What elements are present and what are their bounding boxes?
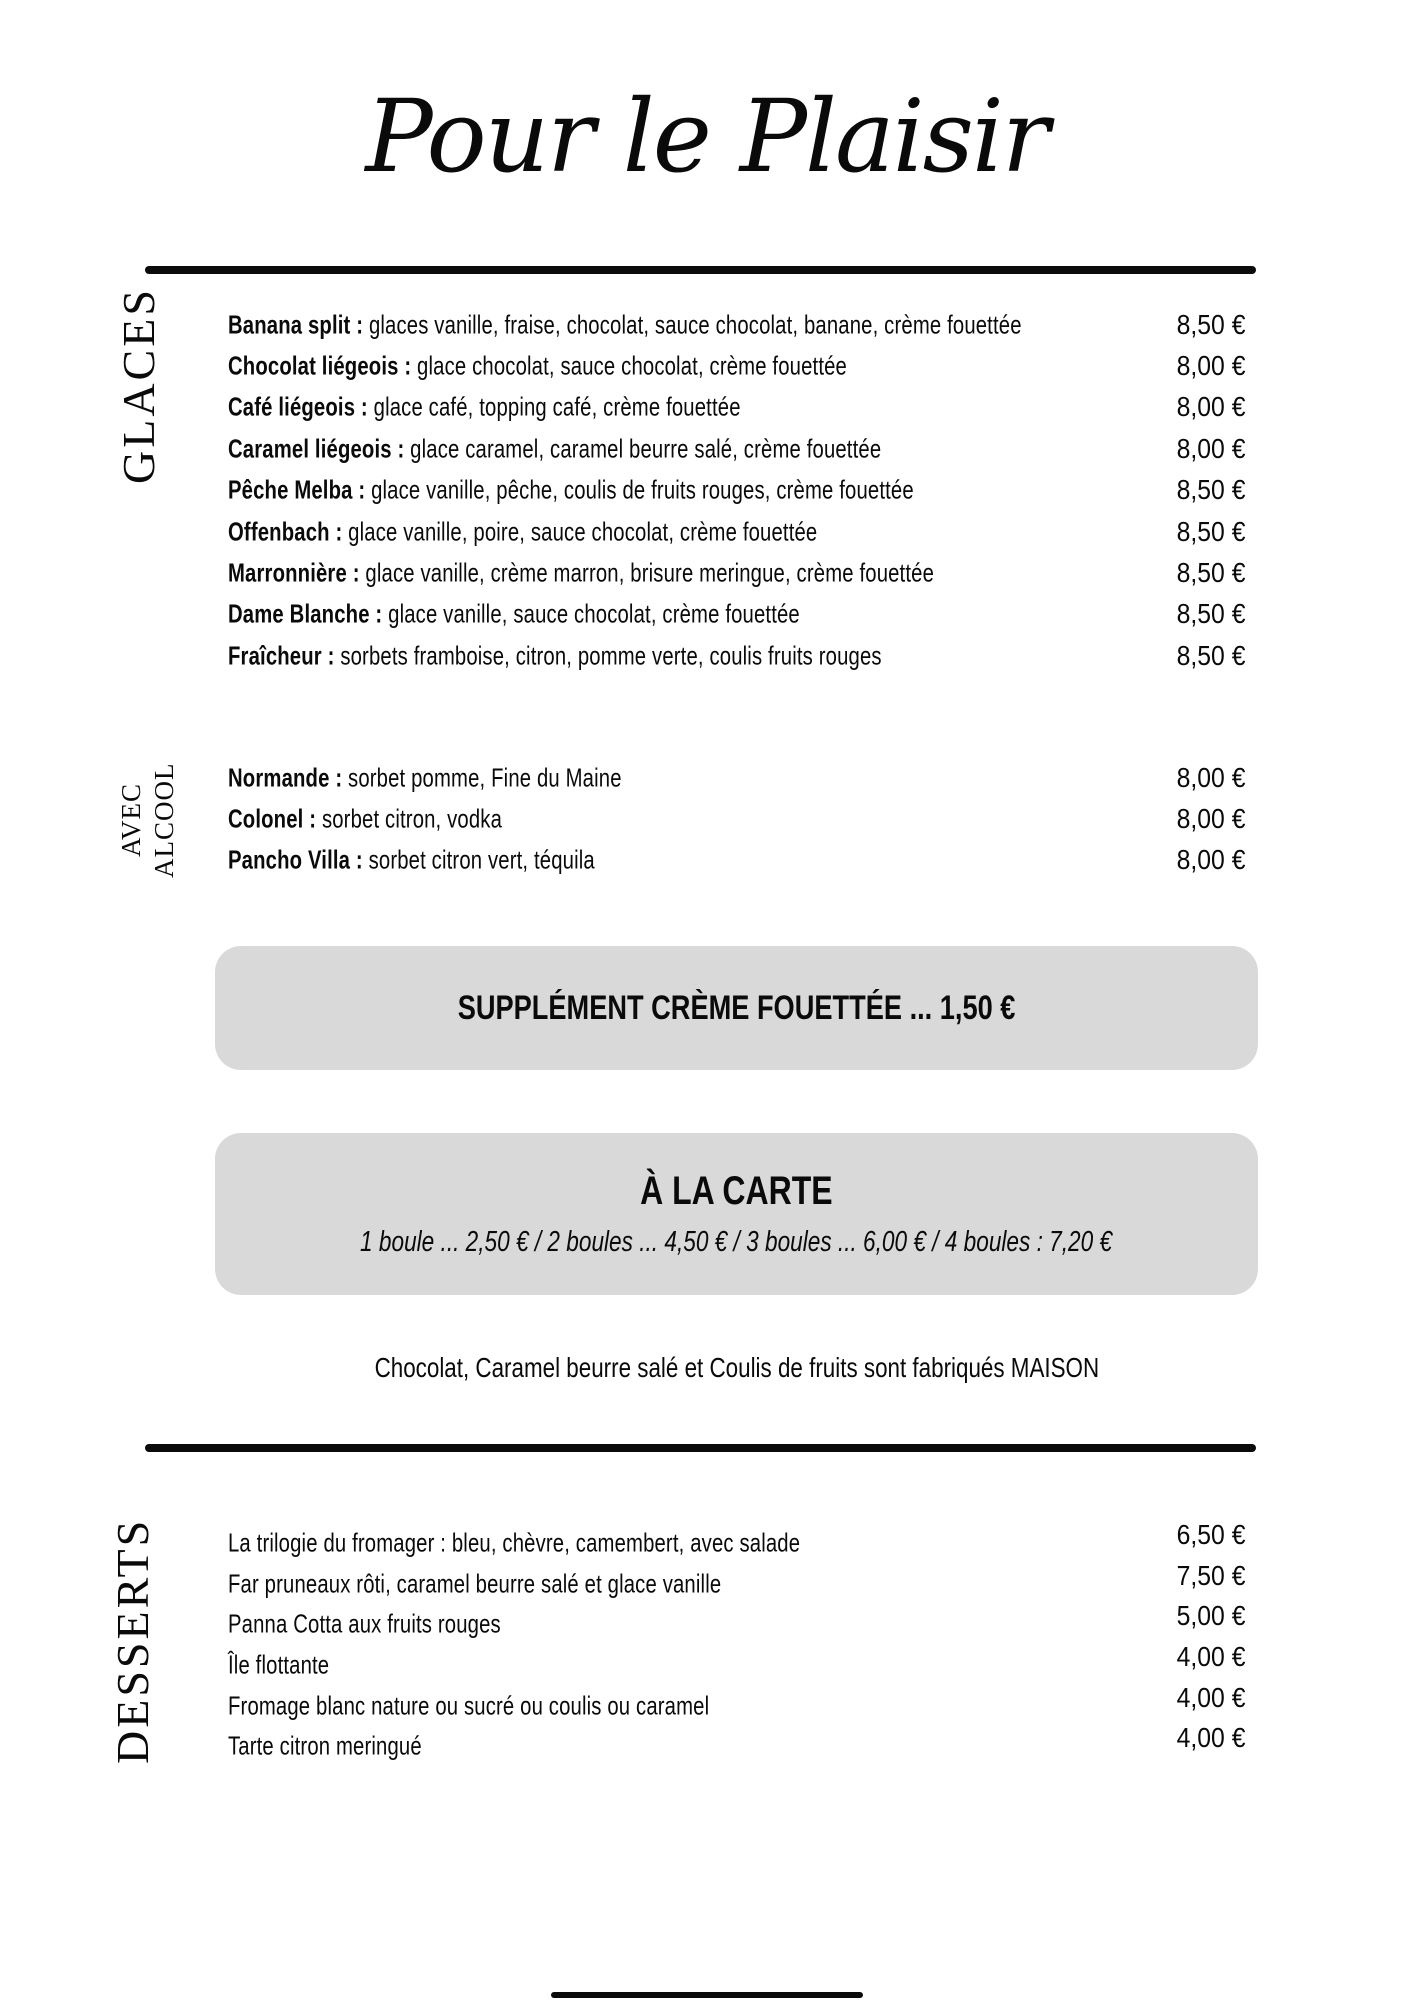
maison-note <box>215 1352 1258 1384</box>
menu-item-text: Fraîcheur : sorbets framboise, citron, pomme verte, coulis fruits rouges <box>228 640 882 671</box>
menu-item-price: 8,50 € <box>1176 557 1245 589</box>
menu-item-row <box>228 798 1245 839</box>
menu-item-price: 4,00 € <box>1176 1722 1245 1754</box>
a-la-carte-title: À LA CARTE <box>640 1169 833 1213</box>
menu-item-row <box>228 387 1245 428</box>
menu-item-text: La trilogie du fromager : bleu, chèvre, camembert, avec salade <box>228 1527 801 1558</box>
menu-item-text: Offenbach : glace vanille, poire, sauce chocolat, crème fouettée <box>228 516 818 547</box>
menu-item-text: Fromage blanc nature ou sucré ou coulis ou caramel <box>228 1690 710 1721</box>
menu-item-text: Panna Cotta aux fruits rouges <box>228 1608 501 1639</box>
page-title: Pour le Plaisir <box>365 78 1048 195</box>
menu-item-price: 8,50 € <box>1176 598 1245 630</box>
home-indicator-bar <box>551 1992 863 1998</box>
menu-item-text: Normande : sorbet pomme, Fine du Maine <box>228 762 622 793</box>
glaces-list <box>228 304 1245 677</box>
menu-item-row <box>228 428 1245 469</box>
maison-note-text: Chocolat, Caramel beurre salé et Coulis de fruits sont fabriqués MAISON <box>374 1352 1099 1383</box>
section-label-alcool-line2: ALCOOL <box>149 762 179 878</box>
menu-item-text: Banana split : glaces vanille, fraise, chocolat, sauce chocolat, banane, crème fouettée <box>228 309 1022 340</box>
menu-item-row <box>228 635 1245 676</box>
menu-item-text: Café liégeois : glace café, topping café, crème fouettée <box>228 391 741 422</box>
menu-item-price: 7,50 € <box>1176 1559 1245 1591</box>
menu-item-row <box>228 1559 1245 1605</box>
menu-item-text: Île flottante <box>228 1649 330 1680</box>
menu-item-row <box>228 1681 1245 1726</box>
supplement-text: SUPPLÉMENT CRÈME FOUETTÉE ... 1,50 € <box>457 988 1016 1027</box>
menu-item-row <box>228 757 1245 798</box>
menu-item-price: 8,50 € <box>1176 474 1245 506</box>
desserts-list <box>228 1519 1245 1767</box>
menu-item-price: 6,50 € <box>1176 1519 1245 1551</box>
a-la-carte-subtitle: 1 boule ... 2,50 € / 2 boules ... 4,50 € / 3 boules ... 6,00 € / 4 boules : 7,20 € <box>360 1226 1113 1258</box>
supplement-box <box>215 946 1258 1070</box>
menu-item-row <box>228 1600 1245 1645</box>
menu-item-price: 8,50 € <box>1176 639 1245 671</box>
menu-item-text: Pêche Melba : glace vanille, pêche, coulis de fruits rouges, crème fouettée <box>228 474 914 505</box>
menu-item-price: 4,00 € <box>1176 1641 1245 1673</box>
menu-item-text: Far pruneaux rôti, caramel beurre salé et glace vanille <box>228 1568 722 1599</box>
menu-item-row <box>228 594 1245 635</box>
menu-item-row <box>228 1519 1245 1564</box>
menu-item-price: 8,50 € <box>1176 515 1245 547</box>
menu-item-price: 8,00 € <box>1176 761 1245 793</box>
a-la-carte-box <box>215 1133 1258 1295</box>
menu-item-text: Pancho Villa : sorbet citron vert, téquila <box>228 844 595 875</box>
section-label-glaces: GLACES <box>113 287 164 484</box>
menu-item-text: Dame Blanche : glace vanille, sauce chocolat, crème fouettée <box>228 598 800 629</box>
menu-item-price: 8,00 € <box>1176 350 1245 382</box>
alcool-list <box>228 757 1245 881</box>
divider-bottom <box>145 1444 1256 1452</box>
section-label-alcool <box>116 752 180 888</box>
menu-item-row <box>228 840 1245 881</box>
menu-item-row <box>228 1722 1245 1767</box>
menu-item-price: 8,00 € <box>1176 844 1245 876</box>
menu-item-price: 8,00 € <box>1176 803 1245 835</box>
menu-item-row <box>228 304 1245 345</box>
menu-item-text: Tarte citron meringué <box>228 1730 422 1761</box>
menu-item-row <box>228 470 1245 511</box>
menu-item-text: Chocolat liégeois : glace chocolat, sauce chocolat, crème fouettée <box>228 350 847 381</box>
menu-item-price: 5,00 € <box>1176 1600 1245 1632</box>
menu-item-price: 8,50 € <box>1176 308 1245 340</box>
section-label-desserts: DESSERTS <box>107 1517 158 1764</box>
menu-item-text: Marronnière : glace vanille, crème marron, brisure meringue, crème fouettée <box>228 557 935 588</box>
menu-item-text: Caramel liégeois : glace caramel, caramel beurre salé, crème fouettée <box>228 433 882 464</box>
menu-item-row <box>228 1641 1245 1686</box>
menu-item-row <box>228 345 1245 386</box>
menu-item-price: 4,00 € <box>1176 1681 1245 1713</box>
menu-item-row <box>228 511 1245 552</box>
menu-item-text: Colonel : sorbet citron, vodka <box>228 803 503 834</box>
divider-top <box>145 266 1256 274</box>
menu-item-row <box>228 552 1245 593</box>
menu-item-price: 8,00 € <box>1176 432 1245 464</box>
section-label-alcool-line1: AVEC <box>116 782 146 858</box>
menu-item-price: 8,00 € <box>1176 391 1245 423</box>
